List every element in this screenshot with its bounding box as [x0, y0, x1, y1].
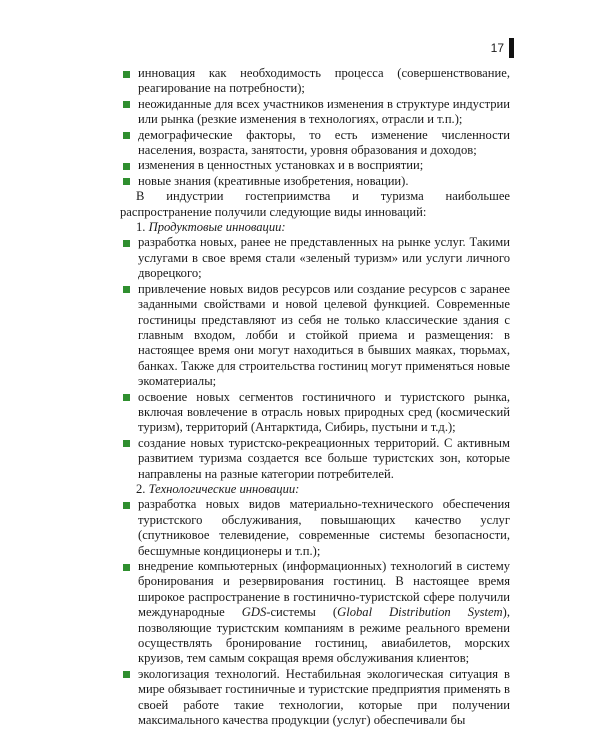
bullet-square-icon — [123, 440, 130, 447]
section-number: 1. — [136, 220, 146, 235]
gds-term: GDS — [241, 605, 267, 620]
bullet-square-icon — [123, 132, 130, 139]
list-item: освоение новых сегментов гостиничного и туристского рынка, включая вовлечение в отрасль новых природных сред (космический туризм), территорий (Антарктида, Сибирь, пустыни и т.д.); — [120, 390, 510, 436]
bullet-square-icon — [123, 502, 130, 509]
section-title: Продуктовые инновации: — [148, 220, 286, 235]
list-item: демографические факторы, то есть изменение численности населения, возраста, занятости, уровня образования и доходов; — [120, 128, 510, 159]
list-item: привлечение новых видов ресурсов или создание ресурсов с заранее заданными свойствами и новой целевой функцией. Современные гостиницы представляют из себя не только классические здания с главным входом, лобби и стойкой приема и размещения: в настоящее время они могут находиться в бывших маяках, тюрьмах, банках. Также для строительства гостиниц могут применяться новые экоматериалы; — [120, 282, 510, 390]
list-item: разработка новых видов материально-технического обеспечения туристского обслуживания, повышающих качество услуг (спутниковое телевидение, современные системы безопасности, бесшумные кондиционеры и т.п.); — [120, 497, 510, 559]
list-item: инновация как необходимость процесса (совершенствование, реагирование на потребности); — [120, 66, 510, 97]
bullet-square-icon — [123, 101, 130, 108]
list-item: создание новых туристско-рекреационных территорий. С активным развитием туризма создается все больше туристских зон, которые направлены на разные категории потребителей. — [120, 436, 510, 482]
bullet-square-icon — [123, 564, 130, 571]
list-item: неожиданные для всех участников изменения в структуре индустрии или рынка (резкие изменения в технологиях, отрасли и т.п.); — [120, 97, 510, 128]
bullet-square-icon — [123, 286, 130, 293]
list-item: новые знания (креативные изобретения, новации). — [120, 174, 510, 189]
page-body — [120, 66, 510, 728]
bullet-square-icon — [123, 394, 130, 401]
gds-full-term: Global Distribution System — [337, 605, 503, 620]
list-item: внедрение компьютерных (информационных) технологий в систему бронирования и резервирования гостиниц. В настоящее время широкое распространение в гостинично-туристской сфере получили международные GDS-системы (Global Distribution System), позволяющие туристским компаниям в режиме реального времени осуществлять бронирование гостиниц, авиабилетов, морских круизов, тем самым сокращая время обслуживания клиентов; — [120, 559, 510, 667]
bullet-square-icon — [123, 178, 130, 185]
page-header — [491, 38, 514, 58]
list-item: экологизация технологий. Нестабильная экологическая ситуация в мире обязывает гостиничные и туристские предприятия применять в своей работе такие технологии, которые при получении максимального качества продукции (услуг) обеспечивали бы — [120, 667, 510, 729]
page-number: 17 — [490, 41, 504, 55]
intro-paragraph: В индустрии гостеприимства и туризма наибольшее распространение получили следующие виды инноваций: — [120, 189, 510, 219]
section-number: 2. — [136, 481, 146, 496]
section-title: Технологические инновации: — [148, 481, 300, 496]
section-heading-technology — [120, 482, 510, 497]
bullet-square-icon — [123, 71, 130, 78]
list-item: разработка новых, ранее не представленных на рынке услуг. Такими услугами в свое время стали «зеленый туризм» или услуги личного дворецкого; — [120, 235, 510, 281]
bullet-square-icon — [123, 163, 130, 170]
bullet-square-icon — [123, 240, 130, 247]
section-heading-product — [120, 220, 510, 235]
header-bar — [509, 38, 514, 58]
bullet-square-icon — [123, 671, 130, 678]
list-item: изменения в ценностных установках и в восприятии; — [120, 158, 510, 173]
